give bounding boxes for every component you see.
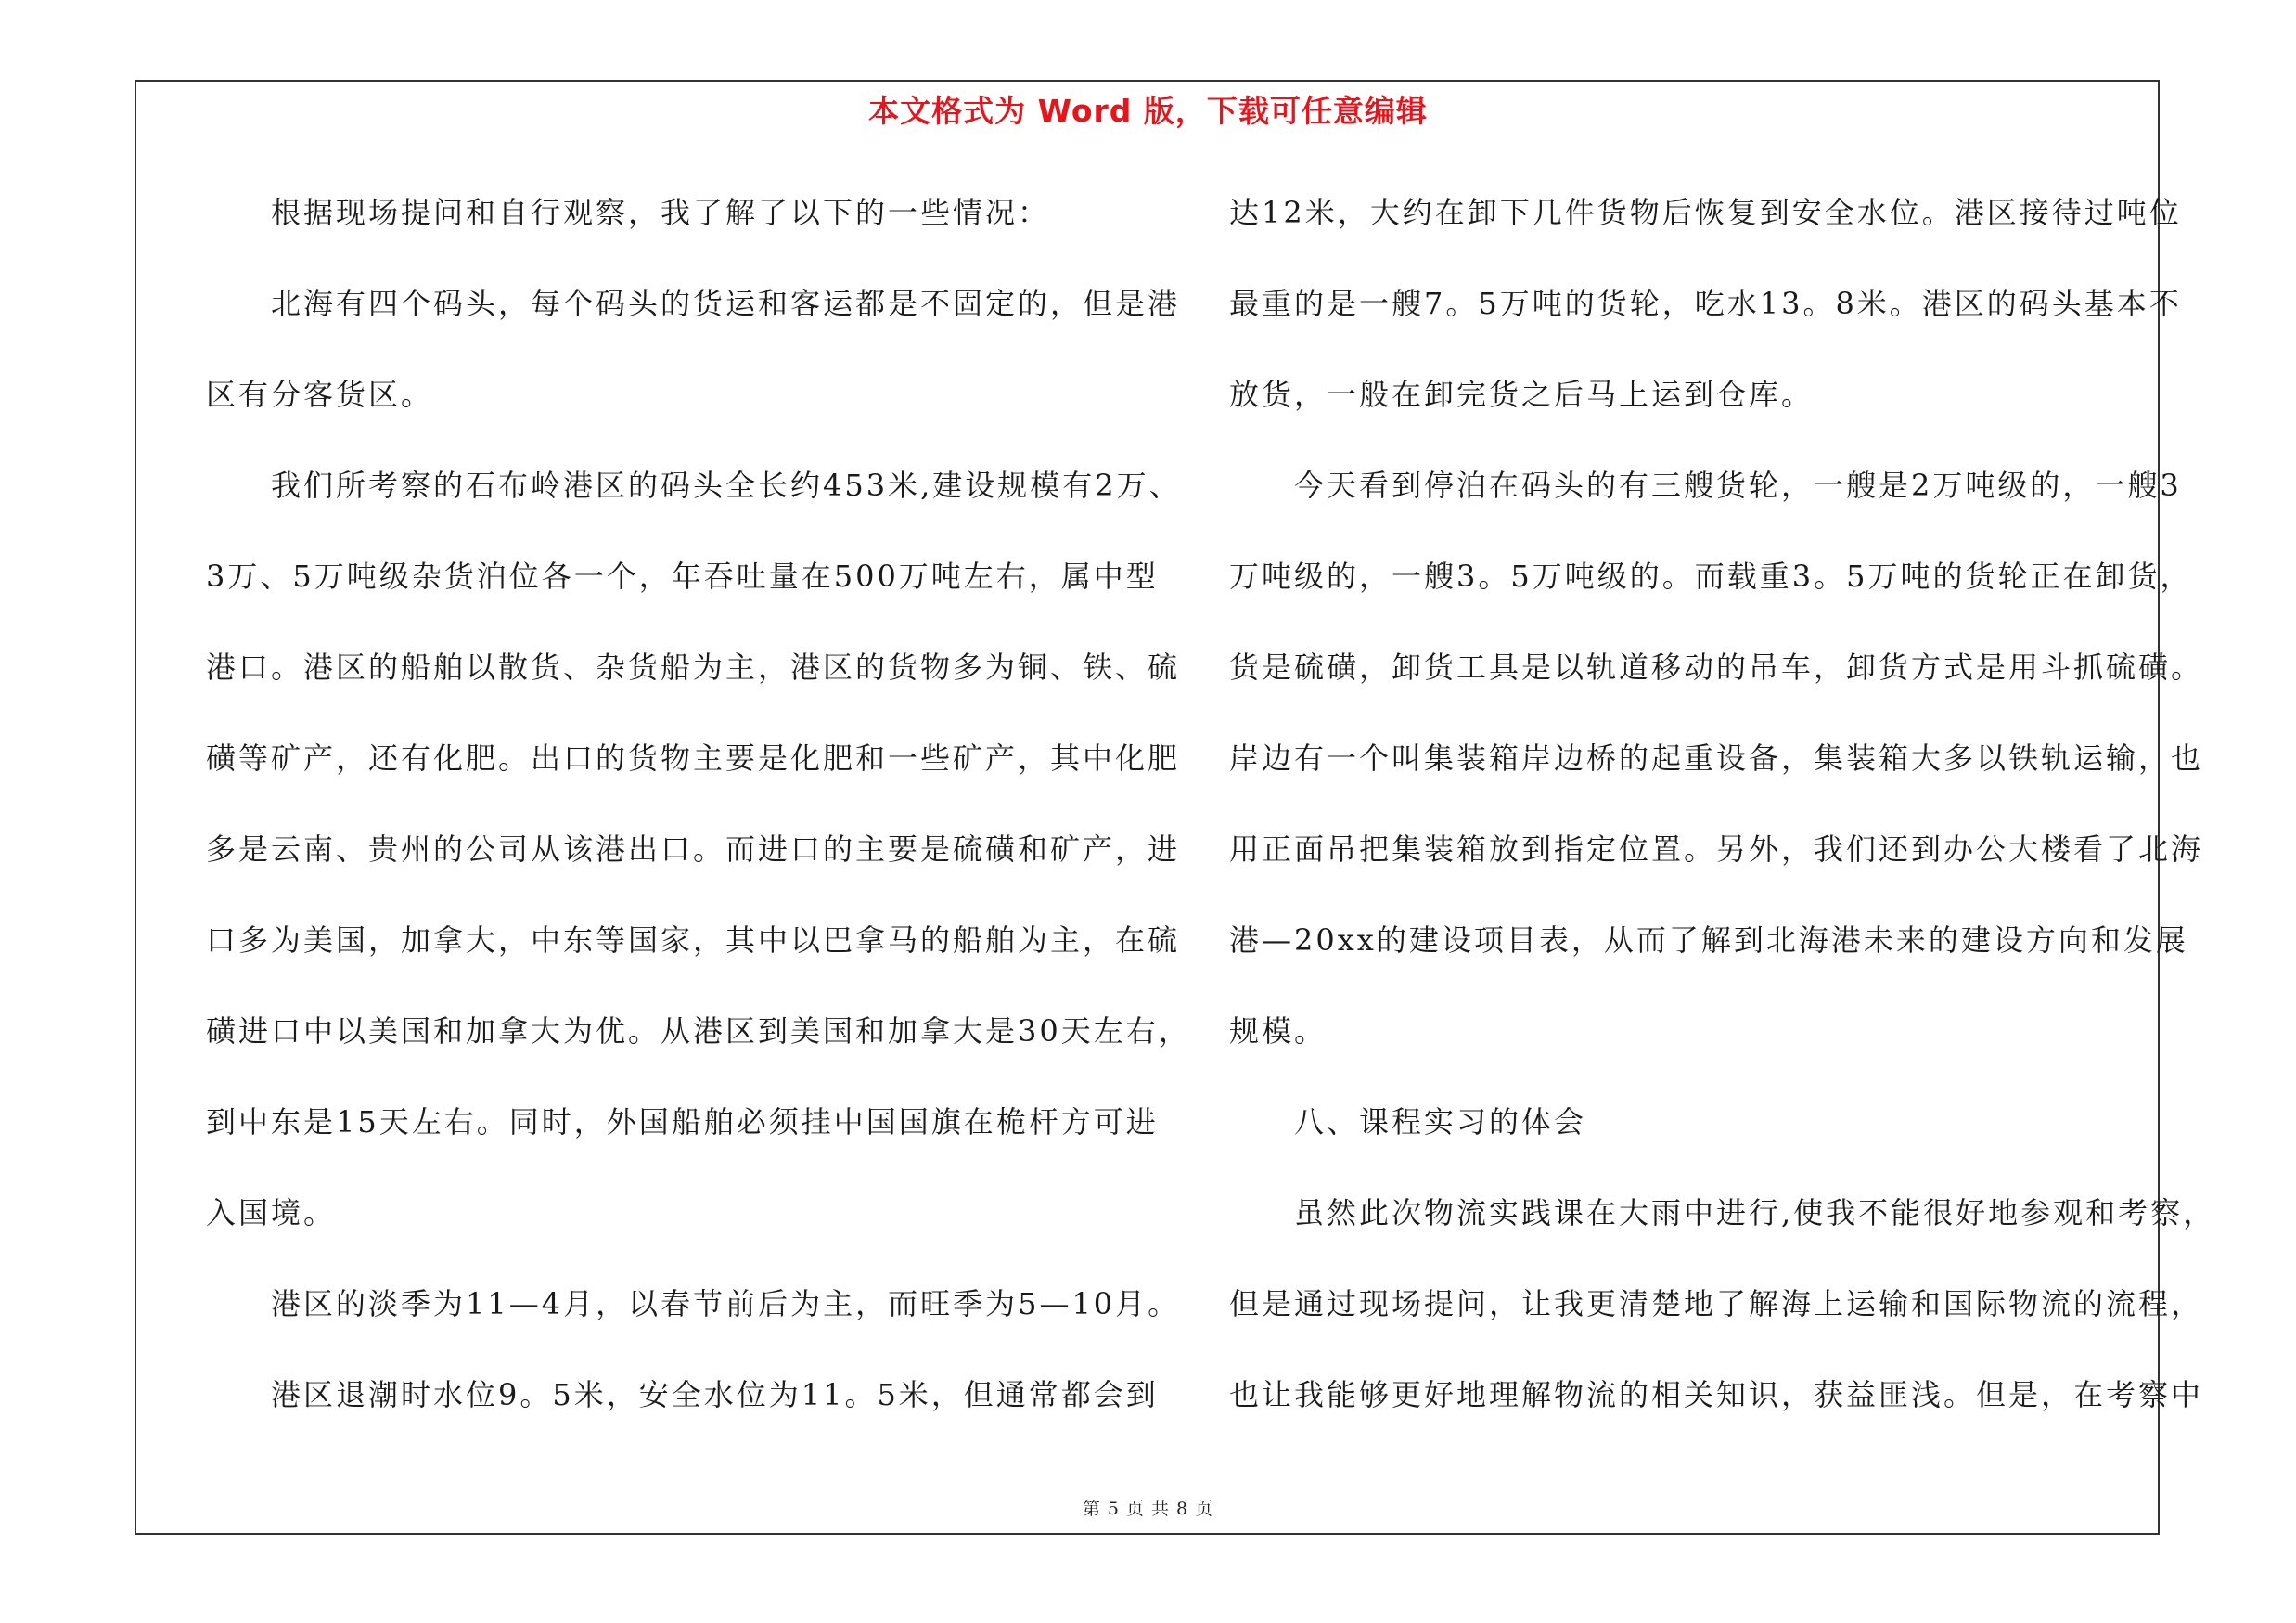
text-line: 用正面吊把集装箱放到指定位置。另外，我们还到办公大楼看了北海	[1229, 831, 2204, 867]
text-line: 港口。港区的船舶以散货、杂货船为主，港区的货物多为铜、铁、硫	[206, 650, 1181, 685]
text-line: 多是云南、贵州的公司从该港出口。而进口的主要是硫磺和矿产，进	[206, 831, 1181, 867]
text-line: 港区退潮时水位9。5米，安全水位为11。5米，但通常都会到	[206, 1377, 1159, 1412]
left-column	[206, 186, 1191, 1459]
text-line: 虽然此次物流实践课在大雨中进行,使我不能很好地参观和考察，	[1229, 1195, 2216, 1230]
text-line: 今天看到停泊在码头的有三艘货轮，一艘是2万吨级的，一艘3	[1229, 468, 2182, 503]
text-line: 3万、5万吨级杂货泊位各一个，年吞吐量在500万吨左右，属中型	[206, 559, 1159, 594]
text-line: 入国境。	[206, 1195, 337, 1230]
text-line: 也让我能够更好地理解物流的相关知识，获益匪浅。但是，在考察中	[1229, 1377, 2204, 1412]
right-column	[1229, 186, 2215, 1459]
text-line: 根据现场提问和自行观察，我了解了以下的一些情况：	[206, 195, 1051, 230]
text-line: 放货，一般在卸完货之后马上运到仓库。	[1229, 377, 1815, 412]
text-line: 港区的淡季为11—4月，以春节前后为主，而旺季为5—10月。	[206, 1286, 1181, 1321]
text-line: 北海有四个码头，每个码头的货运和客运都是不固定的，但是港	[206, 286, 1181, 321]
text-line: 区有分客货区。	[206, 377, 434, 412]
text-line: 到中东是15天左右。同时，外国船舶必须挂中国国旗在桅杆方可进	[206, 1104, 1159, 1140]
text-line: 规模。	[1229, 1013, 1328, 1049]
document-header: 本文格式为 Word 版，下载可任意编辑	[868, 93, 1428, 129]
text-line: 岸边有一个叫集装箱岸边桥的起重设备，集装箱大多以铁轨运输，也	[1229, 741, 2204, 776]
text-line: 达12米，大约在卸下几件货物后恢复到安全水位。港区接待过吨位	[1229, 195, 2182, 230]
text-line: 港—20xx的建设项目表，从而了解到北海港未来的建设方向和发展	[1229, 922, 2188, 958]
text-line: 万吨级的，一艘3。5万吨级的。而载重3。5万吨的货轮正在卸货，	[1229, 559, 2193, 594]
text-line: 口多为美国，加拿大，中东等国家，其中以巴拿马的船舶为主，在硫	[206, 922, 1181, 958]
text-line: 货是硫磺，卸货工具是以轨道移动的吊车，卸货方式是用斗抓硫磺。	[1229, 650, 2204, 685]
text-line: 最重的是一艘7。5万吨的货轮，吃水13。8米。港区的码头基本不	[1229, 286, 2182, 321]
text-line: 磺等矿产，还有化肥。出口的货物主要是化肥和一些矿产，其中化肥	[206, 741, 1181, 776]
section-heading: 八、课程实习的体会	[1229, 1104, 1587, 1140]
text-line: 我们所考察的石布岭港区的码头全长约453米,建设规模有2万、	[206, 468, 1182, 503]
page-number: 第 5 页 共 8 页	[1082, 1499, 1214, 1519]
text-line: 磺进口中以美国和加拿大为优。从港区到美国和加拿大是30天左右，	[206, 1013, 1191, 1049]
text-line: 但是通过现场提问，让我更清楚地了解海上运输和国际物流的流程，	[1229, 1286, 2204, 1321]
